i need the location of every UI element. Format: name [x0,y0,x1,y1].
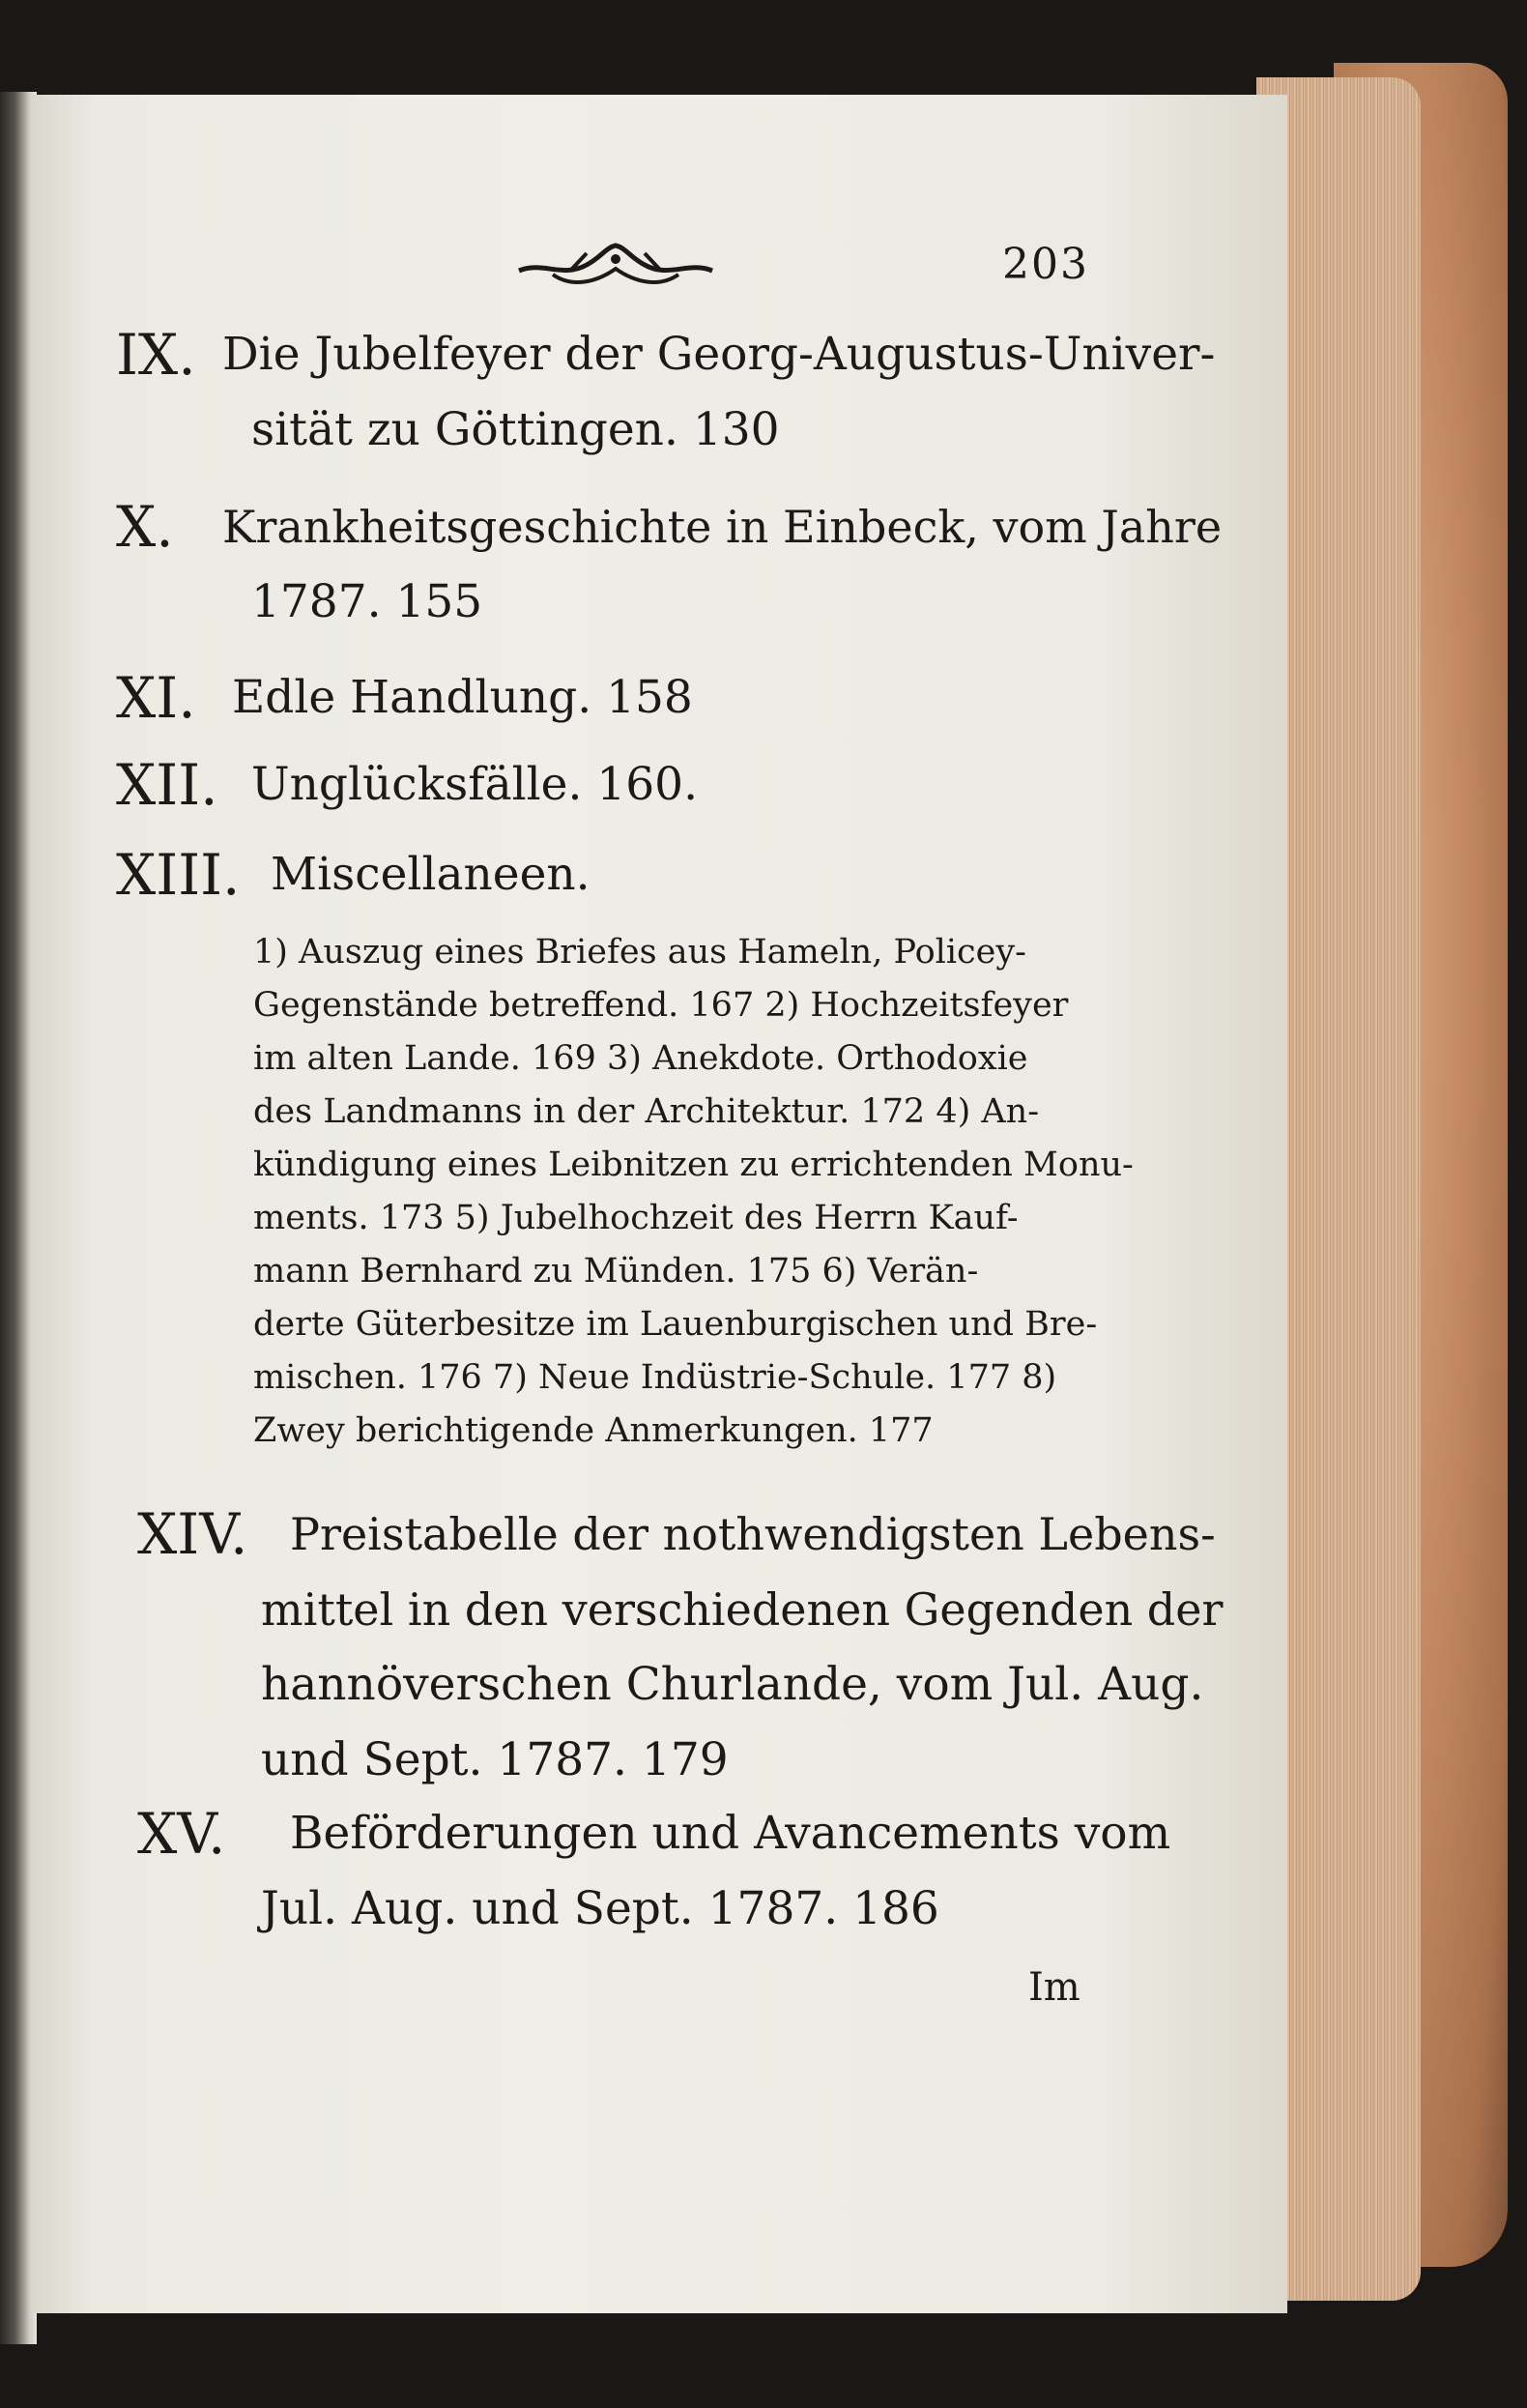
catchword: Im [1028,1965,1080,2010]
miscellanea-line: des Landmanns in der Architektur. 172 4) An- [253,1092,1040,1131]
entry-numeral: XIV. [137,1501,248,1567]
entry-title-line: und Sept. 1787. 179 [261,1733,729,1786]
entry-title-line: Krankheitsgeschichte in Einbeck, vom Jahre [222,501,1223,553]
miscellanea-line: ments. 173 5) Jubelhochzeit des Herrn Kauf- [253,1199,1019,1237]
entry-title-line: Preistabelle der nothwendigsten Lebens- [290,1508,1216,1560]
entry-numeral: X. [116,494,174,560]
entry-title-line: hannöverschen Churlande, vom Jul. Aug. [261,1658,1204,1711]
entry-numeral: XIII. [116,842,241,908]
entry-title-line: mittel in den verschiedenen Gegenden der [261,1583,1224,1636]
entry-numeral: XII. [116,752,218,818]
entry-numeral: IX. [116,322,196,388]
entry-title-line: sität zu Göttingen. 130 [251,403,780,456]
entry-title-line: 1787. 155 [251,575,483,628]
miscellanea-line: Zwey berichtigende Anmerkungen. 177 [253,1411,934,1450]
entry-title-line: Beförderungen und Avancements vom [290,1807,1171,1860]
miscellanea-line: Gegenstände betreffend. 167 2) Hochzeitsfeyer [253,986,1069,1025]
entry-numeral: XV. [137,1801,226,1867]
miscellanea-line: mann Bernhard zu Münden. 175 6) Verän- [253,1252,979,1291]
book-page [31,95,1287,2313]
entry-title-line: Edle Handlung. 158 [232,671,693,724]
entry-numeral: XI. [116,665,196,731]
miscellanea-line: derte Güterbesitze im Lauenburgischen und Bre- [253,1305,1098,1344]
entry-title-line: Die Jubelfeyer der Georg-Augustus-Univer- [222,328,1216,381]
entry-title-line: Unglücksfälle. 160. [251,758,699,811]
entry-title-line: Miscellaneen. [271,848,591,901]
miscellanea-line: mischen. 176 7) Neue Indüstrie-Schule. 177 8) [253,1358,1057,1397]
page-number: 203 [1002,240,1089,289]
miscellanea-line: im alten Lande. 169 3) Anekdote. Orthodoxie [253,1039,1028,1078]
running-head [514,240,1094,298]
miscellanea-line: 1) Auszug eines Briefes aus Hameln, Policey- [253,933,1026,972]
entry-title-line: Jul. Aug. und Sept. 1787. 186 [261,1882,939,1935]
fleuron-ornament-icon [514,240,717,290]
miscellanea-line: kündigung eines Leibnitzen zu errichtenden Monu- [253,1146,1134,1184]
